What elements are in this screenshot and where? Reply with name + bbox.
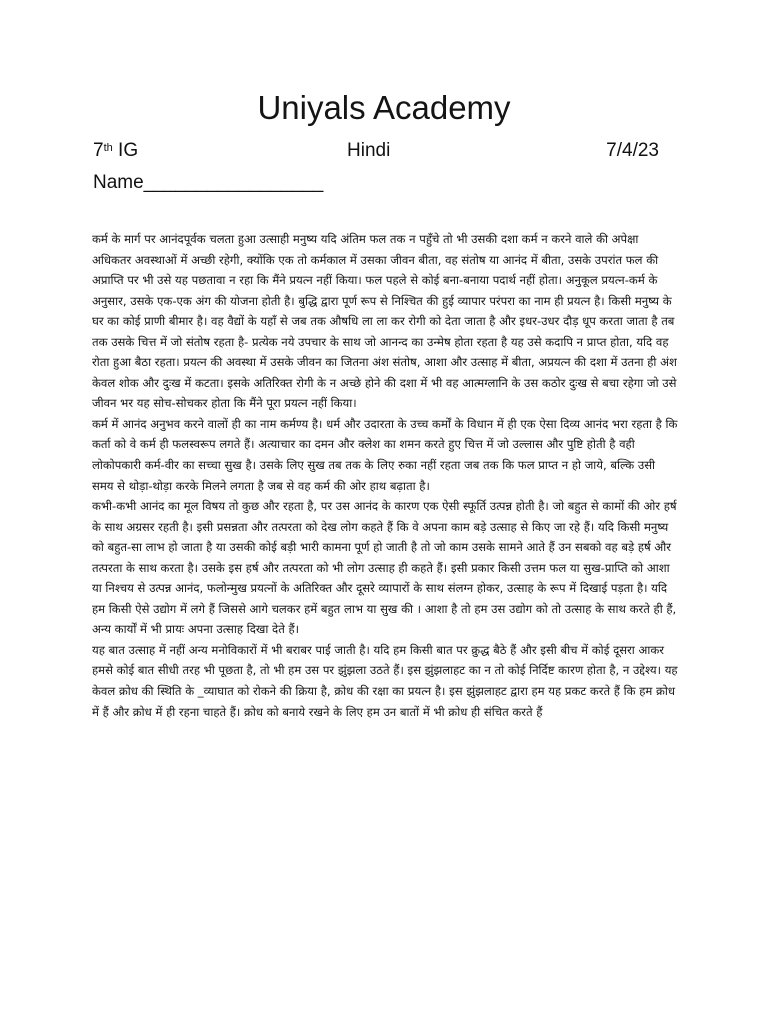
subject-label: Hindi — [347, 140, 391, 161]
date-label: 7/4/23 — [606, 140, 659, 161]
class-section: IG — [112, 140, 139, 161]
paragraph-3: कभी-कभी आनंद का मूल विषय तो कुछ और रहता है, पर उस आनंद के कारण एक ऐसी स्फूर्ति उत्पन्न होती है। जो बहुत से कामों की ओर हर्ष के साथ अग्रसर रहती है। इसी प्रसन्नता और तत्परता को देख लोग कहते हैं कि वे अपना काम बड़े उत्साह से किए जा रहे हैं। यदि किसी मनुष्य को बहुत-सा लाभ हो जाता है या उसकी कोई बड़ी भारी कामना पूर्ण हो जाती है तो जो काम उसके सामने आते हैं उन सबको वह बड़े हर्ष और तत्परता के साथ करता है। उसके इस हर्ष और तत्परता को भी लोग उत्साह ही कहते हैं। इसी प्रकार किसी उत्तम फल या सुख-प्राप्ति को आशा या निश्चय से उत्पन्न आनंद, फलोन्मुख प्रयत्नों के अतिरिक्त और दूसरे व्यापारों के साथ संलग्न होकर, उत्साह के रूप में दिखाई पड़ता है। यदि हम किसी ऐसे उद्योग में लगे हैं जिससे आगे चलकर हमें बहुत लाभ या सुख की । आशा है तो हम उस उद्योग को तो उत्साह के साथ करते ही हैं, अन्य कार्यों में भी प्रायः अपना उत्साह दिखा देते हैं। — [92, 499, 677, 637]
class-number: 7 — [93, 140, 104, 161]
header-info-row — [93, 138, 659, 164]
class-label — [93, 138, 138, 164]
document-title: Uniyals Academy — [257, 89, 511, 126]
paragraph-2: कर्म में आनंद अनुभव करने वालों ही का नाम कर्मण्य है। धर्म और उदारता के उच्च कर्मों के विधान में ही एक ऐसा दिव्य आनंद भरा रहता है कि कर्ता को वे कर्म ही फलस्वरूप लगते हैं। अत्याचार का दमन और क्लेश का शमन करते हुए चित्त में जो उल्लास और पुष्टि होती है वही लोकोपकारी कर्म-वीर का सच्चा सुख है। उसके लिए सुख तब तक के लिए रुका नहीं रहता जब तक कि फल प्राप्त न हो जाये, बल्कि उसी समय से थोड़ा-थोड़ा करके मिलने लगता है जब से वह कर्म की ओर हाथ बढ़ाता है। — [92, 416, 678, 493]
name-field-line: Name_________________ — [93, 172, 324, 193]
paragraph-1: कर्म के मार्ग पर आनंदपूर्वक चलता हुआ उत्साही मनुष्य यदि अंतिम फल तक न पहुँचे तो भी उसकी दशा कर्म न करने वाले की अपेक्षा अधिकतर अवस्थाओं में अच्छी रहेगी, क्योंकि एक तो कर्मकाल में उसका जीवन बीता, वह संतोष या आनंद में बीता, उसके उपरांत फल की अप्राप्ति पर भी उसे यह पछतावा न रहा कि मैंने प्रयत्न नहीं किया। फल पहले से कोई बना-बनाया पदार्थ नहीं होता। अनुकूल प्रयत्न-कर्म के अनुसार, उसके एक-एक अंग की योजना होती है। बुद्धि द्वारा पूर्ण रूप से निश्चित की हुई व्यापार परंपरा का नाम ही प्रयत्न है। किसी मनुष्य के घर का कोई प्राणी बीमार है। वह वैद्यों के यहाँ से जब तक औषधि ला ला कर रोगी को देता जाता है और इधर-उधर दौड़ धूप करता जाता है तब तक उसके चित्त में जो संतोष रहता है- प्रत्येक नये उपचार के साथ जो आनन्द का उन्मेष होता रहता है यह उसे कदापि न प्राप्त होता, यदि वह रोता हुआ बैठा रहता। प्रयत्न की अवस्था में उसके जीवन का जितना अंश संतोष, आशा और उत्साह में बीता, अप्रयत्न की दशा में उतना ही अंश केवल शोक और दुःख में कटता। इसके अतिरिक्त रोगी के न अच्छे होने की दशा में भी वह आत्मग्लानि के उस कठोर दुःख से बचा रहेगा जो उसे जीवन भर यह सोच-सोचकर होता कि मैंने पूरा प्रयत्न नहीं किया। — [92, 232, 677, 411]
passage-body — [92, 229, 680, 722]
paragraph-4: यह बात उत्साह में नहीं अन्य मनोविकारों में भी बराबर पाई जाती है। यदि हम किसी बात पर क्रुद्ध बैठे हैं और इसी बीच में कोई दूसरा आकर हमसे कोई बात सीधी तरह भी पूछता है, तो भी हम उस पर झुंझला उठते हैं। इस झुंझलाहट का न तो कोई निर्दिष्ट कारण होता है, न उद्देश्य। यह केवल क्रोध की स्थिति के _व्याघात को रोकने की क्रिया है, क्रोध की रक्षा का प्रयत्न है। इस झुंझलाहट द्वारा हम यह प्रकट करते हैं कि हम क्रोध में हैं और क्रोध में ही रहना चाहते हैं। क्रोध को बनाये रखने के लिए हम उन बातों में भी क्रोध ही संचित करते हैं — [92, 642, 678, 719]
class-ordinal-suffix: th — [103, 142, 113, 154]
